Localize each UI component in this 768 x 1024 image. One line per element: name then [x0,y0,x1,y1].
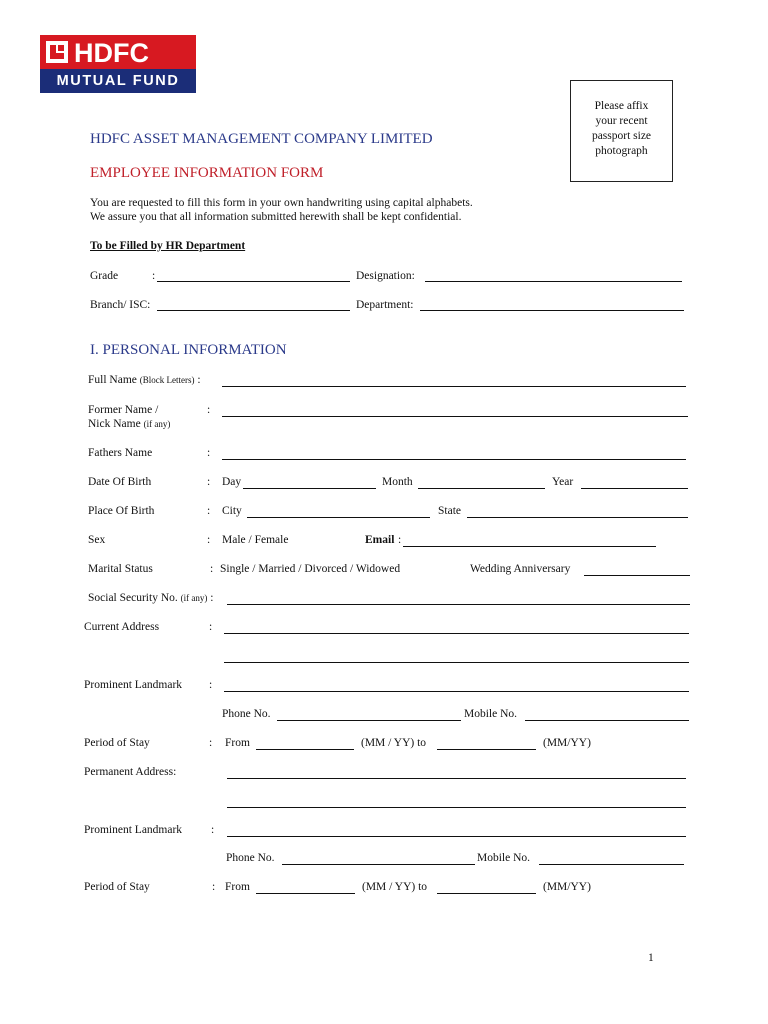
permanent-stay-from-field[interactable] [256,893,355,894]
marital-status-colon: : [210,563,214,575]
marital-status-options[interactable]: Single / Married / Divorced / Widowed [220,563,401,575]
branch-label: Branch/ ISC: [90,299,151,311]
current-stay-to-field[interactable] [437,749,536,750]
permanent-mobile-label: Mobile No. [477,852,531,864]
photo-box-line-4: photograph [595,145,648,157]
ssn-if-any: (if any) [180,593,208,603]
pob-city-label: City [222,505,242,517]
sex-colon: : [207,534,211,546]
permanent-landmark-field[interactable] [227,836,686,837]
current-stay-from-label: From [225,737,250,749]
permanent-landmark-colon: : [211,824,215,836]
permanent-phone-field[interactable] [282,864,475,865]
pob-label: Place Of Birth [88,505,155,517]
dob-year-label: Year [552,476,574,488]
current-mobile-label: Mobile No. [464,708,518,720]
full-name-label [88,374,201,386]
current-landmark-colon: : [209,679,213,691]
permanent-stay-to-label: (MM / YY) to [362,881,428,893]
nick-name-label [88,418,170,430]
dob-month-label: Month [382,476,413,488]
hdfc-mutual-fund-logo [40,35,196,93]
dob-label: Date Of Birth [88,476,152,488]
permanent-mobile-field[interactable] [539,864,684,865]
pob-city-field[interactable] [247,517,430,518]
former-name-colon: : [207,404,211,416]
full-name-field[interactable] [222,386,686,387]
pob-state-label: State [438,505,461,517]
permanent-address-field-2[interactable] [227,807,686,808]
form-title: EMPLOYEE INFORMATION FORM [90,165,324,181]
dob-month-field[interactable] [418,488,545,489]
former-name-label: Former Name / [88,404,159,416]
logo-red-band [40,35,196,69]
intro-line-2: We assure you that all information submitted herewith shall be kept confidential. [90,211,462,223]
hr-section-heading: To be Filled by HR Department [90,240,246,252]
ssn-colon: : [210,592,214,604]
sex-label: Sex [88,534,106,546]
email-field[interactable] [403,546,656,547]
ssn-field[interactable] [227,604,690,605]
photo-placeholder-box[interactable] [570,80,673,182]
ssn-text: Social Security No. [88,592,178,604]
designation-label: Designation: [356,270,415,282]
photo-box-line-1: Please affix [594,100,649,112]
page-number: 1 [648,952,654,964]
wedding-anniversary-field[interactable] [584,575,690,576]
ssn-label [88,592,213,604]
email-colon: : [398,534,402,546]
dob-day-label: Day [222,476,242,488]
dob-day-field[interactable] [243,488,376,489]
pob-state-field[interactable] [467,517,688,518]
full-name-text: Full Name [88,374,137,386]
current-stay-label: Period of Stay [84,737,150,749]
designation-field[interactable] [425,281,682,282]
current-landmark-label: Prominent Landmark [84,679,183,691]
wedding-anniversary-label: Wedding Anniversary [470,563,571,575]
permanent-landmark-label: Prominent Landmark [84,824,183,836]
current-stay-to-label: (MM / YY) to [361,737,427,749]
permanent-stay-mmyy: (MM/YY) [543,881,591,893]
personal-info-heading: I. PERSONAL INFORMATION [90,342,287,358]
current-stay-colon: : [209,737,213,749]
grade-colon: : [152,270,156,282]
hdfc-mark-icon [46,41,68,63]
permanent-stay-to-field[interactable] [437,893,536,894]
dob-colon: : [207,476,211,488]
permanent-stay-from-label: From [225,881,250,893]
nick-name-text: Nick Name [88,418,141,430]
branch-field[interactable] [157,310,350,311]
pob-colon: : [207,505,211,517]
current-landmark-field[interactable] [224,691,689,692]
grade-label: Grade [90,270,119,282]
fathers-name-field[interactable] [222,459,686,460]
current-stay-from-field[interactable] [256,749,354,750]
logo-subtitle: MUTUAL FUND [40,69,196,93]
current-stay-mmyy: (MM/YY) [543,737,591,749]
current-address-label: Current Address [84,621,160,633]
former-name-field[interactable] [222,416,688,417]
permanent-address-field-1[interactable] [227,778,686,779]
current-mobile-field[interactable] [525,720,689,721]
department-label: Department: [356,299,414,311]
nick-name-if-any: (if any) [143,419,171,429]
permanent-stay-label: Period of Stay [84,881,150,893]
intro-line-1: You are requested to fill this form in your own handwriting using capital alphabets. [90,197,473,209]
current-phone-label: Phone No. [222,708,271,720]
department-field[interactable] [420,310,684,311]
photo-box-line-3: passport size [591,130,652,142]
block-letters-note: (Block Letters) [139,375,195,385]
permanent-address-label: Permanent Address: [84,766,177,778]
fathers-name-colon: : [207,447,211,459]
current-address-colon: : [209,621,213,633]
dob-year-field[interactable] [581,488,688,489]
fathers-name-label: Fathers Name [88,447,153,459]
full-name-colon: : [197,374,201,386]
sex-options[interactable]: Male / Female [222,534,289,546]
current-address-field-2[interactable] [224,662,689,663]
intro-text [90,196,473,224]
permanent-stay-colon: : [212,881,216,893]
logo-brand-text: HDFC [74,38,149,68]
marital-status-label: Marital Status [88,563,153,575]
current-address-field-1[interactable] [224,633,689,634]
permanent-phone-label: Phone No. [226,852,275,864]
email-label: Email [365,534,395,546]
company-name: HDFC ASSET MANAGEMENT COMPANY LIMITED [90,131,433,147]
grade-field[interactable] [157,281,350,282]
photo-box-line-2: your recent [595,115,648,127]
current-phone-field[interactable] [277,720,461,721]
